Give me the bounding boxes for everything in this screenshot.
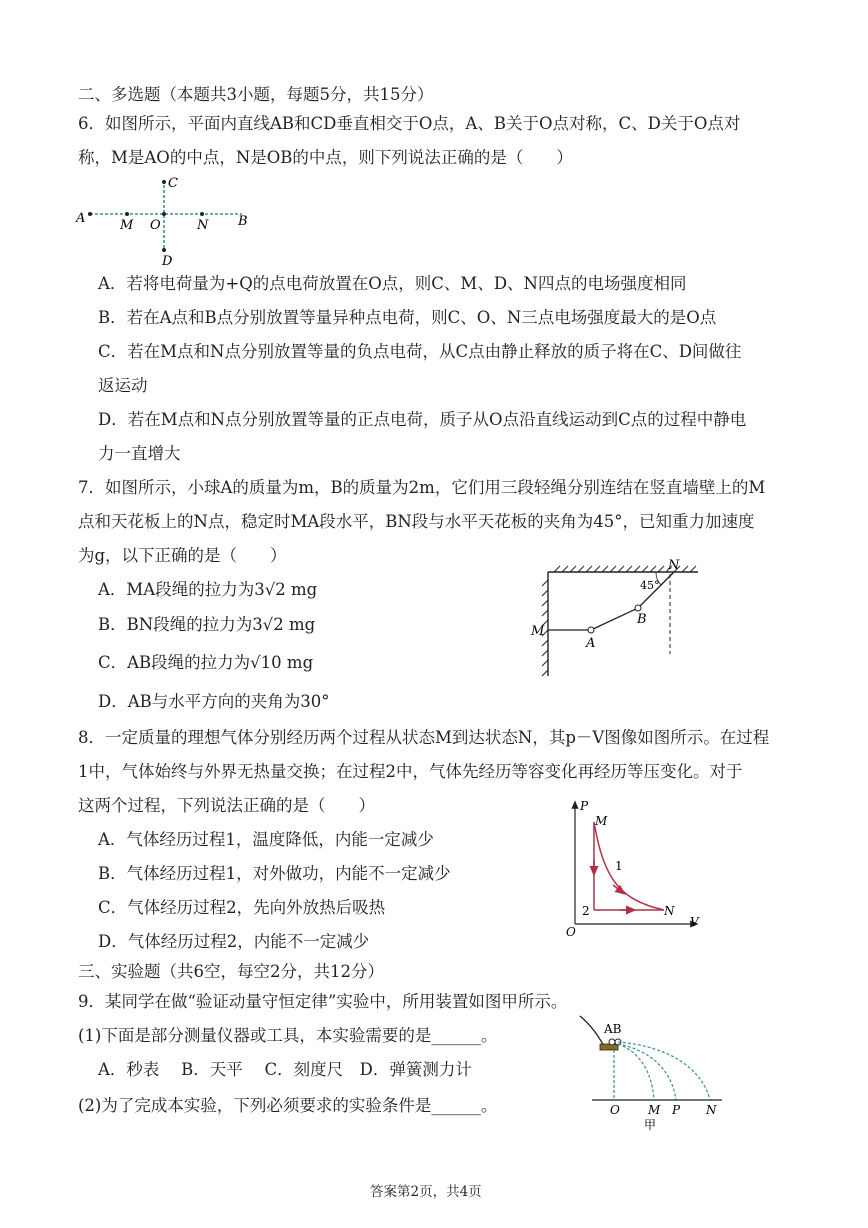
q6-label-d: D: [162, 254, 173, 269]
q7-option-d: D．AB与水平方向的夹角为30°: [98, 692, 330, 711]
q6-label-n: N: [197, 218, 209, 233]
section-title-multiple-choice: 二、多选题（本题共3小题，每题5分，共15分）: [78, 85, 434, 104]
q8-option-d: D．气体经历过程2，内能不一定减少: [98, 932, 370, 951]
q6-label-m: M: [120, 218, 134, 233]
q9-label-m: M: [648, 1103, 661, 1117]
q7-label-n: N: [668, 558, 680, 573]
q6-point-a: [88, 212, 92, 216]
q8-label-v-axis: V: [690, 915, 699, 929]
q9-stem: 9．某同学在做“验证动量守恒定律”实验中，所用装置如图甲所示。: [78, 992, 568, 1011]
q7-ball-b: [635, 605, 641, 611]
q6-option-d-line2: 力一直增大: [98, 444, 181, 463]
q8-option-a: A．气体经历过程1，温度降低，内能一定减少: [98, 830, 434, 849]
q6-point-c: [162, 180, 166, 184]
q6-option-d-line1: D．若在M点和N点分别放置等量的正点电荷，质子从O点沿直线运动到C点的过程中静电: [98, 410, 747, 429]
q8-label-process-1: 1: [615, 859, 623, 873]
q6-figure: [70, 172, 270, 268]
q9-label-p: P: [672, 1103, 681, 1117]
q6-point-d: [162, 248, 166, 252]
q7-stem-line3: 为g，以下正确的是（ ）: [78, 546, 287, 565]
q6-option-a: A．若将电荷量为+Q的点电荷放置在O点，则C、M、D、N四点的电场强度相同: [98, 274, 687, 293]
q6-label-a: A: [76, 211, 86, 226]
q9-label-n: N: [706, 1103, 717, 1117]
q6-label-c: C: [168, 176, 178, 191]
q7-stem-line1: 7．如图所示，小球A的质量为m，B的质量为2m，它们用三段轻绳分别连结在竖直墙壁上的M: [78, 478, 766, 497]
q6-option-c-line2: 返运动: [98, 376, 148, 395]
page-footer: 答案第2页，共4页: [370, 1184, 482, 1200]
q9-part1: (1)下面是部分测量仪器或工具，本实验需要的是______。: [78, 1026, 498, 1045]
q8-stem-line2: 1中，气体始终与外界无热量交换；在过程2中，气体先经历等容变化再经历等压变化。对于: [78, 762, 743, 781]
q7-option-c: C．AB段绳的拉力为√10 mg: [98, 653, 314, 672]
q6-point-o: [162, 212, 166, 216]
q7-label-angle: 45°: [640, 579, 660, 592]
q6-option-c-line1: C．若在M点和N点分别放置等量的负点电荷，从C点由静止释放的质子将在C、D间做往: [98, 342, 742, 361]
q9-part1-options: A．秒表 B．天平 C．刻度尺 D．弹簧测力计: [98, 1060, 472, 1079]
q6-stem-line1: 6．如图所示，平面内直线AB和CD垂直相交于O点，A、B关于O点对称，C、D关于O点对: [78, 114, 741, 133]
section-title-experiment: 三、实验题（共6空，每空2分，共12分）: [78, 962, 384, 981]
q9-label-ab: AB: [604, 1022, 622, 1036]
q8-option-c: C．气体经历过程2，先向外放热后吸热: [98, 898, 386, 917]
q8-label-p-axis: P: [580, 799, 589, 813]
q6-label-b: B: [238, 214, 248, 229]
q8-stem-line1: 8．一定质量的理想气体分别经历两个过程从状态M到达状态N，其p－V图像如图所示。在过程: [78, 728, 770, 747]
q6-label-o: O: [150, 218, 161, 233]
q7-label-b: B: [637, 612, 647, 627]
q7-label-a: A: [586, 636, 596, 651]
q6-point-m: [125, 212, 129, 216]
q8-label-m: M: [595, 814, 608, 828]
q7-figure: [528, 556, 708, 682]
q7-option-b: B．BN段绳的拉力为3√2 mg: [98, 615, 316, 634]
q9-label-o: O: [610, 1103, 620, 1117]
q6-stem-line2: 称，M是AO的中点，N是OB的中点，则下列说法正确的是（ ）: [78, 148, 573, 167]
q9-part2: (2)为了完成本实验，下列必须要求的实验条件是______。: [78, 1096, 498, 1115]
q7-option-a: A．MA段绳的拉力为3√2 mg: [98, 580, 318, 599]
q7-label-m: M: [531, 624, 545, 639]
q8-label-n: N: [664, 904, 675, 918]
q8-label-origin: O: [566, 925, 576, 939]
q8-stem-line3: 这两个过程，下列说法正确的是（ ）: [78, 796, 375, 815]
q8-pv-graph: [560, 798, 710, 938]
q9-figure-caption: 甲: [644, 1118, 657, 1132]
q8-option-b: B．气体经历过程1，对外做功，内能不一定减少: [98, 864, 451, 883]
q7-stem-line2: 点和天花板上的N点，稳定时MA段水平，BN段与水平天花板的夹角为45°，已知重力加速度: [78, 512, 755, 531]
q6-option-b: B．若在A点和B点分别放置等量异种点电荷，则C、O、N三点电场强度最大的是O点: [98, 308, 717, 327]
q9-ball-a: [609, 1039, 615, 1045]
q8-label-process-2: 2: [582, 904, 590, 918]
q9-figure-jia: [578, 1012, 728, 1142]
q7-ball-a: [588, 627, 594, 633]
q6-point-n: [200, 212, 204, 216]
